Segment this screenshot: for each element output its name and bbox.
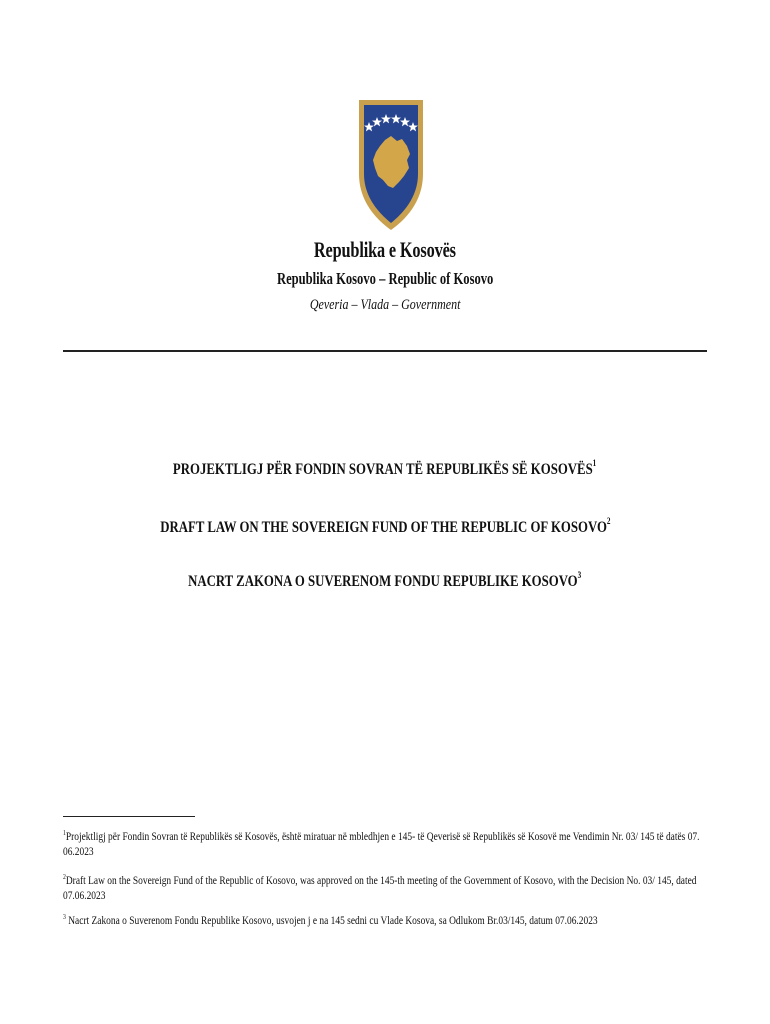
government-line: Qeveria – Vlada – Government bbox=[309, 297, 461, 313]
country-title: Republika e Kosovës bbox=[314, 237, 456, 262]
footnote-separator bbox=[63, 816, 195, 817]
footnote-1: $^1$Projektligj për Fondin Sovran të Republikës së Kosovës, është miratuar në mbledhjen e 145- të Qeverisë së Republikës së Kosovë me Vendimin Nr. 03/ 145 të datës 07. 06.2023 bbox=[63, 829, 700, 858]
footnote-ref-3: 3 bbox=[577, 570, 582, 580]
country-subtitle: Republika Kosovo – Republic of Kosovo bbox=[276, 269, 494, 288]
title-english: DRAFT LAW ON THE SOVEREIGN FUND OF THE REPUBLIC OF KOSOVO$^2$ bbox=[159, 516, 611, 536]
footnote-2: $^2$Draft Law on the Sovereign Fund of the Republic of Kosovo, was approved on the 145-th meeting of the Government of Kosovo, with the Decision No. 03/ 145, dated 07.06.2023 bbox=[63, 873, 697, 902]
title-serbian: NACRT ZAKONA O SUVERENOM FONDU REPUBLIKE KOSOVO$^3$ bbox=[188, 570, 582, 590]
footnote-3: $^3$ Nacrt Zakona o Suverenom Fondu Republike Kosovo, usvojen j e na 145 sedni cu Vlade Kosova, sa Odlukom Br.03/145, datum 07.06.2023 bbox=[63, 913, 598, 927]
footnote-ref-1: 1 bbox=[593, 458, 597, 468]
footnote-ref-2: 2 bbox=[606, 516, 611, 526]
title-albanian: PROJEKTLIGJ PËR FONDIN SOVRAN TË REPUBLIKËS SË KOSOVËS$^1$ bbox=[173, 458, 597, 478]
header-divider bbox=[63, 350, 707, 352]
kosovo-coat-of-arms-icon bbox=[355, 96, 427, 232]
